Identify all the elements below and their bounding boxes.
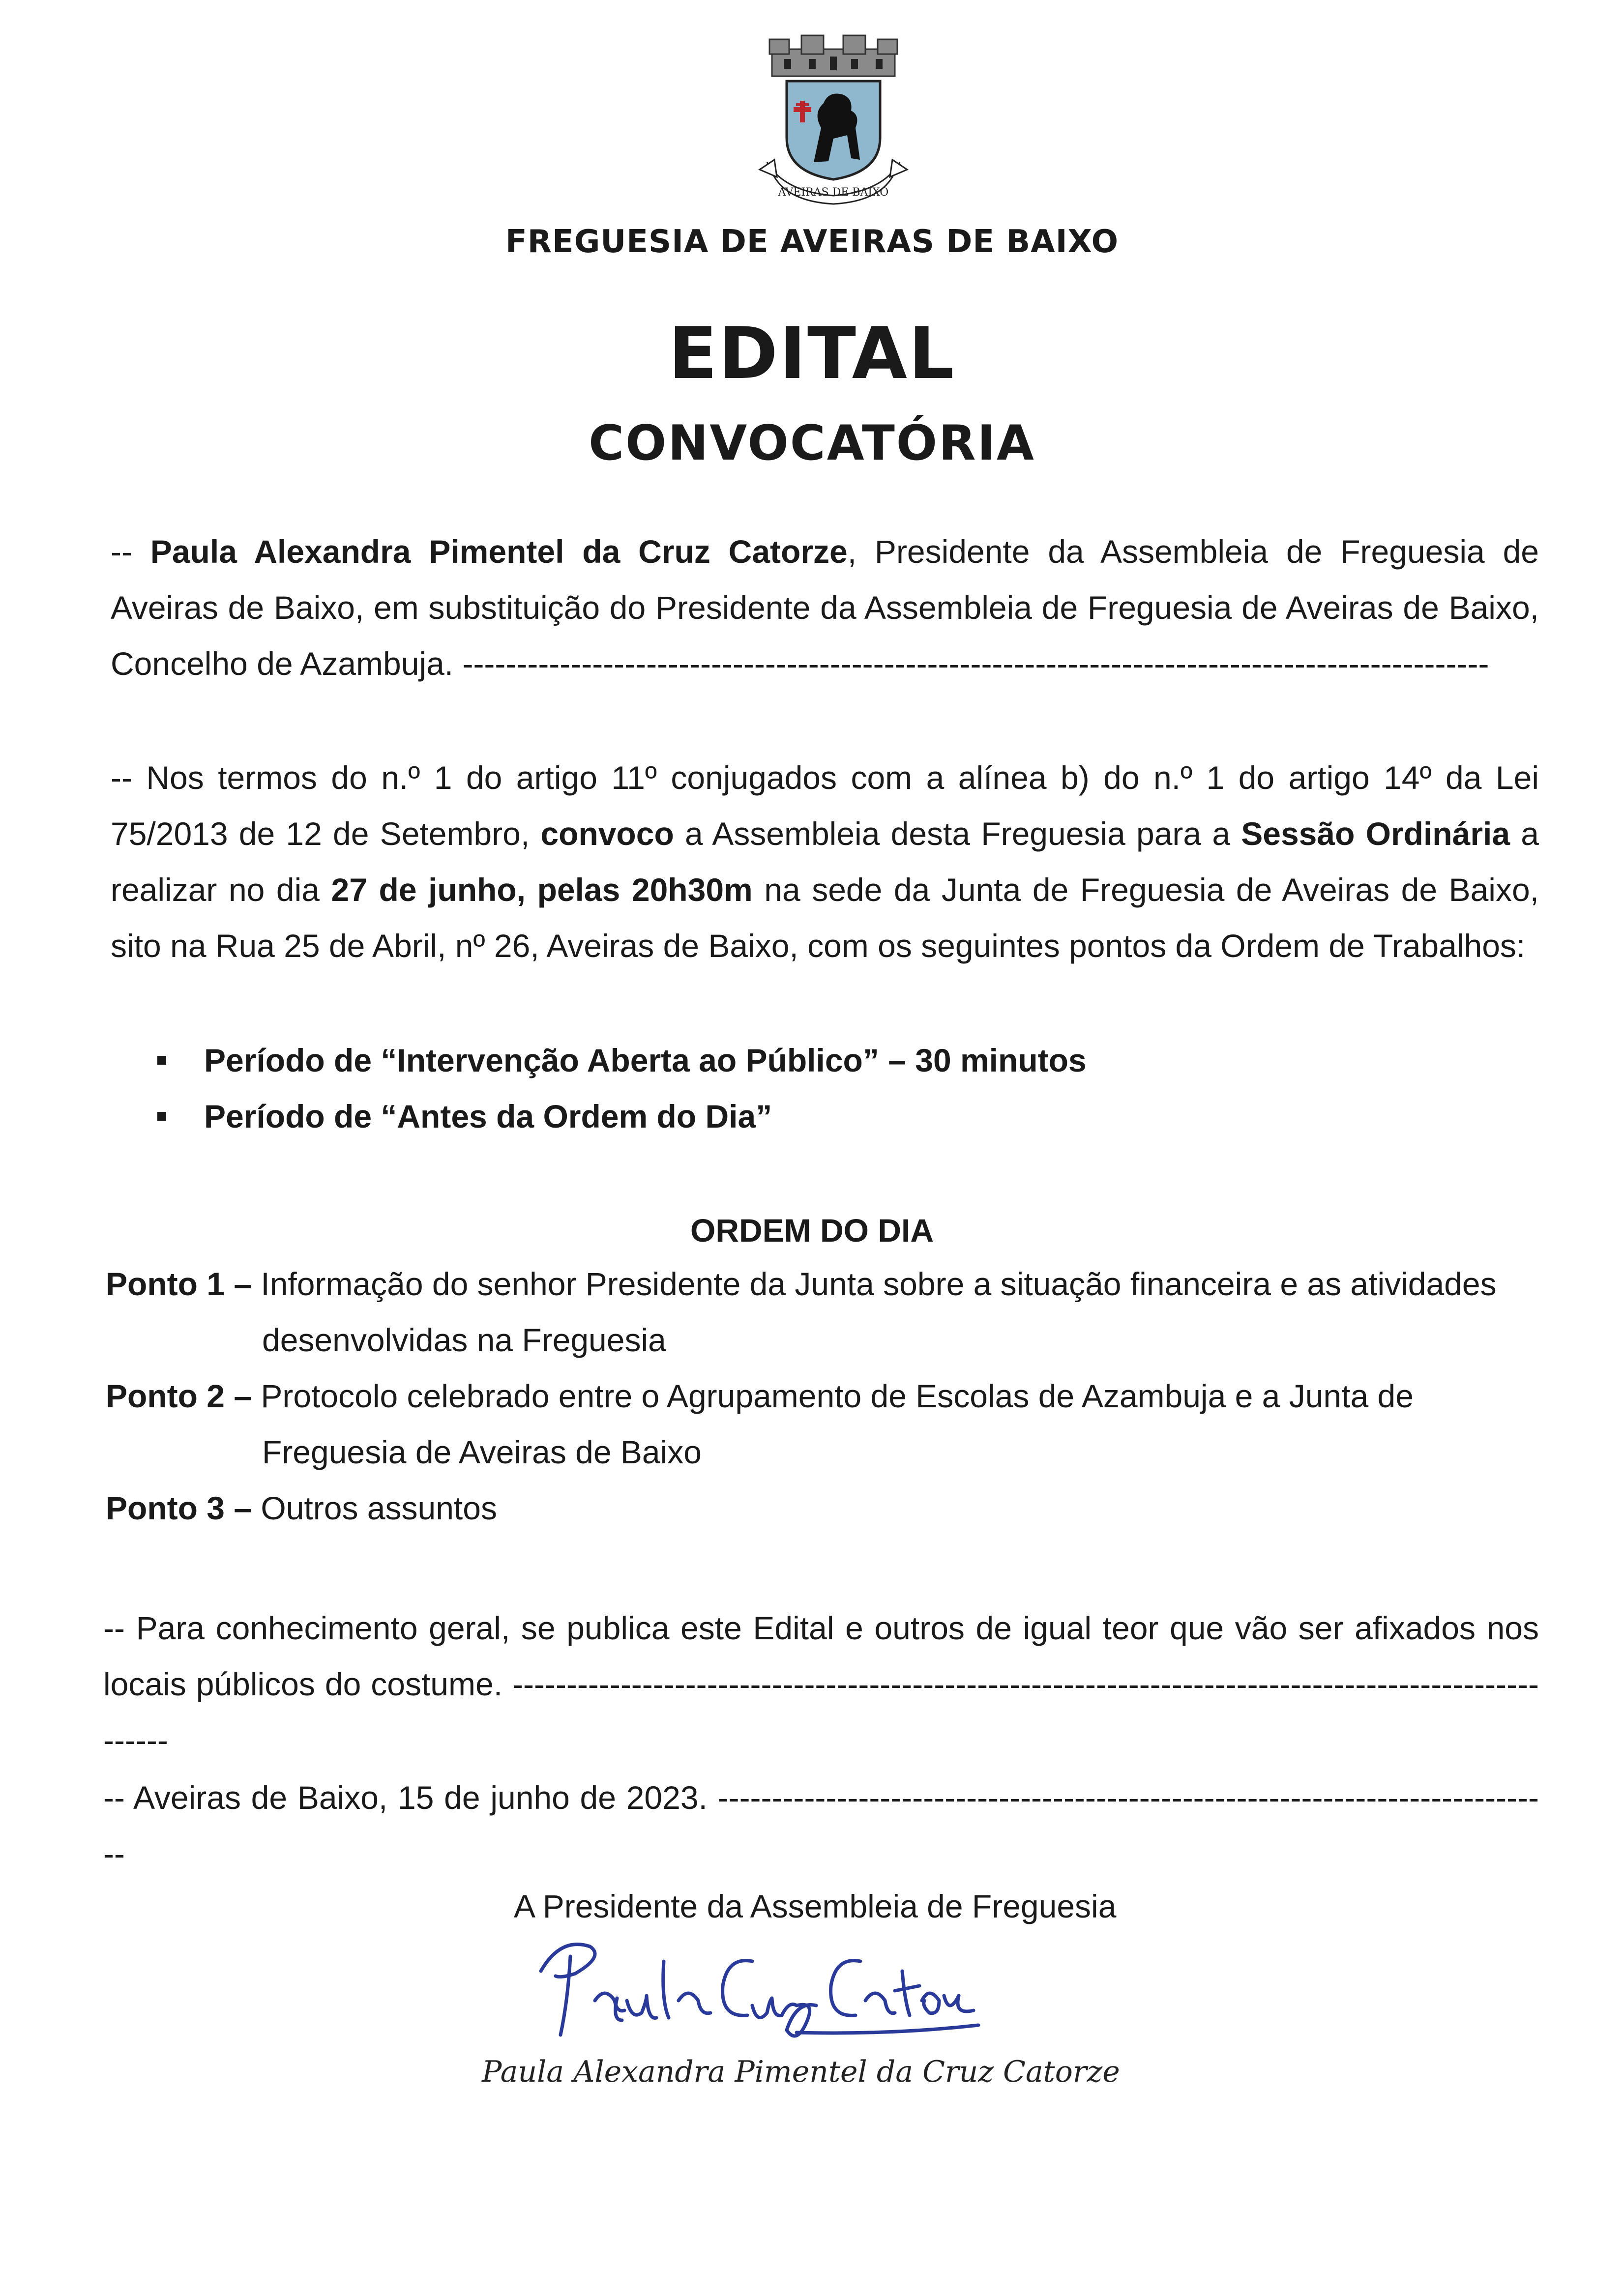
convocation-text-2: a Assembleia desta Freguesia para a: [674, 815, 1241, 852]
signatory-name: Paula Alexandra Pimentel da Cruz Catorze: [482, 2055, 1120, 2089]
ponto-text: Protocolo celebrado entre o Agrupamento de Escolas de Azambuja e a Junta de: [252, 1378, 1414, 1414]
ponto-text-cont: Freguesia de Aveiras de Baixo: [262, 1434, 702, 1470]
convocation-text-1: -- Nos termos do n.º 1 do artigo 11º conjugados com a alínea b) do n.º 1 do artigo 14º da Lei 75/2013 de 12 de Setembro,: [111, 759, 1539, 852]
session-datetime: 27 de junho, pelas 20h30m: [331, 872, 753, 908]
date-text: -- Aveiras de Baixo, 15 de junho de 2023.: [103, 1779, 718, 1816]
ponto-text: Outros assuntos: [252, 1490, 497, 1526]
coat-of-arms-logo: [755, 29, 912, 211]
intro-text: , Presidente da Assembleia de Freguesia de Aveiras de Baixo, em substituição do Presidente da Assembleia de Freguesia de Aveiras de Baixo, Concelho de Azambuja.: [111, 533, 1539, 682]
president-name: Paula Alexandra Pimentel da Cruz Catorze: [150, 533, 848, 570]
signature-title: A Presidente da Assembleia de Freguesia: [514, 1888, 1117, 1924]
publication-text: -- Para conhecimento geral, se publica este Edital e outros de igual teor que vão ser afixados nos locais públicos do costume.: [103, 1610, 1539, 1702]
handwritten-signature: [521, 1927, 993, 2045]
convocation-text-4: na sede da Junta de Freguesia de Aveiras de Baixo, sito na Rua 25 de Abril, nº 26, Aveiras de Baixo, com os seguintes pontos da Ordem de Trabalhos:: [111, 872, 1539, 964]
publication-dashes: -----------------------------------------------------------------------------------------------------: [103, 1666, 1539, 1758]
session-type: Sessão Ordinária: [1241, 815, 1510, 852]
publication-paragraph: [103, 1600, 1539, 1768]
convocation-paragraph: [111, 750, 1539, 974]
document-title: EDITAL: [668, 312, 956, 395]
convocation-bold-1: convoco: [540, 815, 674, 852]
document-subtitle: CONVOCATÓRIA: [589, 415, 1035, 471]
ponto-label: Ponto 2 –: [106, 1378, 252, 1414]
intro-lead: --: [111, 533, 150, 570]
ponto-2: [106, 1368, 1532, 1480]
list-item: Período de “Antes da Ordem do Dia”: [157, 1088, 1485, 1144]
ponto-label: Ponto 1 –: [106, 1266, 252, 1302]
intro-paragraph: [111, 523, 1539, 692]
ponto-1: [106, 1256, 1532, 1368]
convocation-text-3: a realizar no dia: [111, 815, 1539, 908]
ponto-text: Informação do senhor Presidente da Junta sobre a situação financeira e as atividades: [252, 1266, 1497, 1302]
list-item: Período de “Intervenção Aberta ao Público” – 30 minutos: [157, 1032, 1485, 1088]
date-dashes: ------------------------------------------------------------------------------: [103, 1779, 1539, 1872]
agenda-bullets: [157, 1032, 1485, 1144]
ponto-label: Ponto 3 –: [106, 1490, 252, 1526]
intro-dashes: -----------------------------------------------------------------------------------------------: [462, 645, 1489, 682]
ponto-text-cont: desenvolvidas na Freguesia: [262, 1322, 666, 1358]
ordem-do-dia-title: ORDEM DO DIA: [690, 1212, 934, 1249]
organization-name: FREGUESIA DE AVEIRAS DE BAIXO: [505, 224, 1119, 260]
ponto-3: [106, 1480, 1532, 1536]
date-line: [103, 1770, 1539, 1882]
svg-text:AVEIRAS DE BAIXO: AVEIRAS DE BAIXO: [778, 186, 889, 199]
